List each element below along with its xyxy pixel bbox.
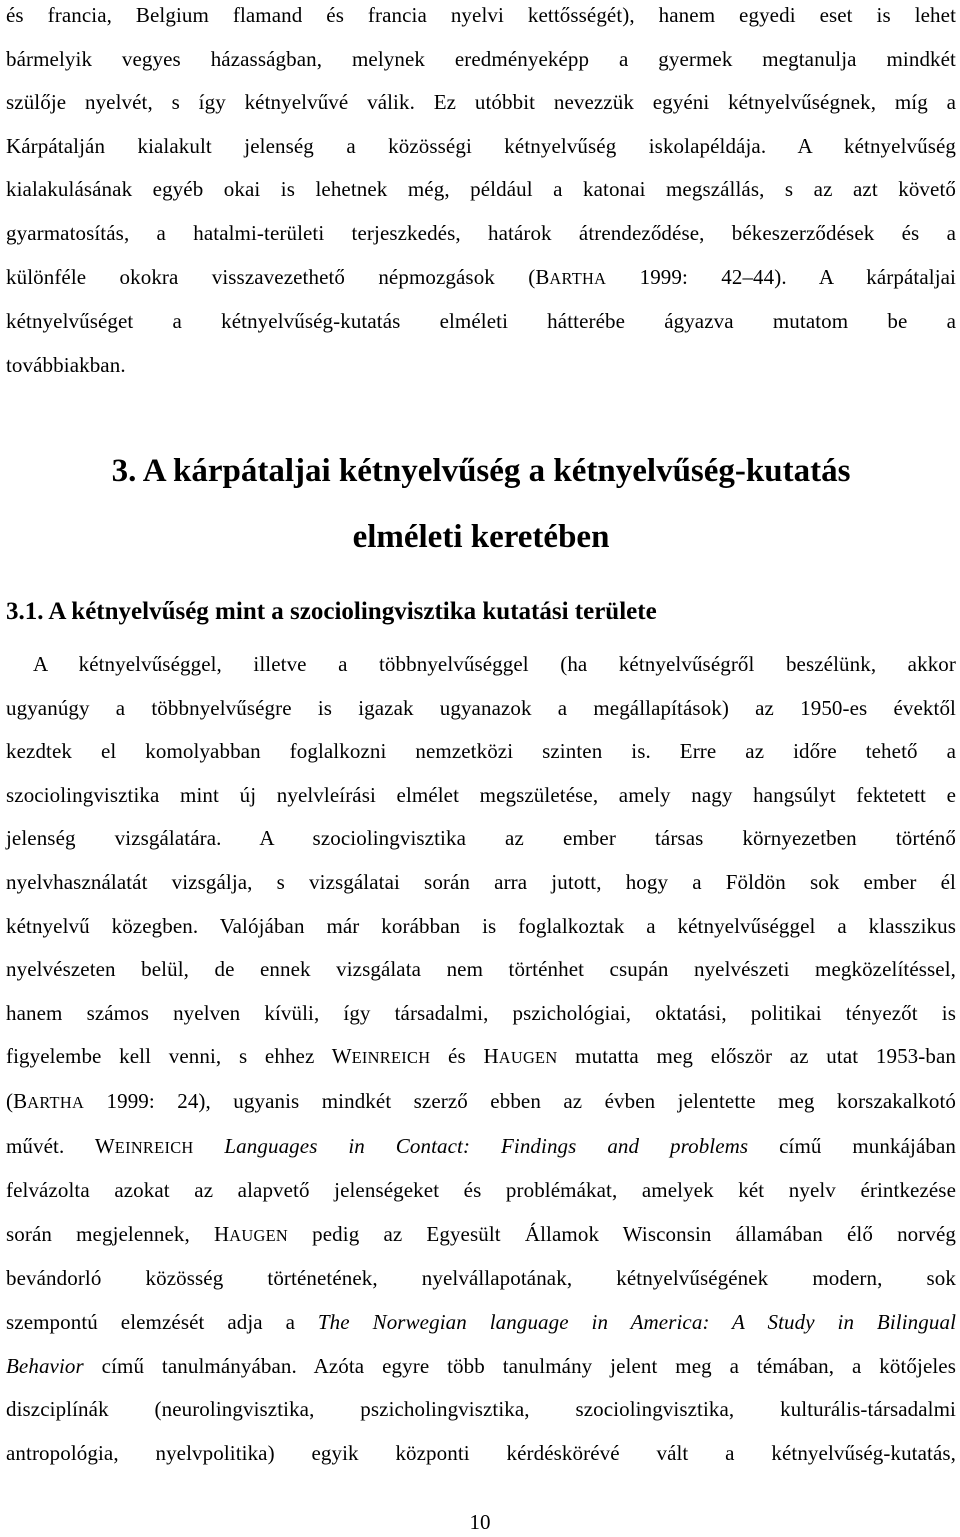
heading-line: elméleti keretében [352,519,610,555]
book-title: Behavior [6,1353,84,1378]
text-line: bármelyik vegyes házasságban, melynek eredményeképp a gyermek megtanulja mindkét [6,46,956,71]
page-number: 10 [469,1510,491,1534]
subsection-heading-3-1: 3.1. A kétnyelvűség mint a szociolingvisztika kutatási területe [6,598,657,625]
text-line: Behavior című tanulmányában. Azóta egyre több tanulmány jelent meg a témában, a kötőjeles [6,1353,956,1378]
text-line: nyelvészeten belül, de ennek vizsgálata nem történhet csupán nyelvészeti megközelítéssel, [6,957,956,982]
text-line: nyelvhasználatát vizsgálja, s vizsgálatai során arra jutott, hogy a Földön sok ember él [6,869,956,894]
author-citation: WEINREICH [94,1133,194,1158]
paragraph-sociolinguistics [6,643,956,1475]
text-line: szülője nyelvét, s így kétnyelvűvé válik. Ez utóbbit nevezzük egyéni kétnyelvűségnek, míg a [6,90,956,115]
text-line: és francia, Belgium flamand és francia nyelvi kettősségét), hanem egyedi eset is lehet [6,3,956,27]
text-line: A kétnyelvűséggel, illetve a többnyelvűséggel (ha kétnyelvűségről beszélünk, akkor [33,652,956,676]
author-citation: BARTHA [535,264,607,289]
text-line: kétnyelvűséget a kétnyelvűség-kutatás elméleti hátterébe ágyazva mutatom be a [6,309,956,334]
text-line: kétnyelvű közegben. Valójában már korábban is foglalkoztak a kétnyelvűséggel a klasszikus [6,913,956,938]
section-heading-3 [6,438,956,570]
text-line: hanem számos nyelven kívüli, így társadalmi, pszichológiai, oktatási, politikai tényezőt is [6,1000,956,1025]
text-line: kialakulásának egyéb okai is lehetnek még, például a katonai megszállás, s az azt követő [6,177,956,202]
author-citation: HAUGEN [214,1221,289,1246]
book-title: Languages in Contact: Findings and problems [224,1133,749,1158]
heading-line: 3. A kárpátaljai kétnyelvűség a kétnyelvűség-kutatás [111,453,851,489]
text-line: jelenség vizsgálatára. A szociolingvisztika az ember társas környezetben történő [6,826,956,851]
text-segment: 1999: 42–44). A kárpátaljai [606,264,956,289]
text-line: felvázolta azokat az alapvető jelenségeket és problémákat, amelyek két nyelv érintkezése [6,1178,956,1203]
text-line: gyarmatosítás, a hatalmi-területi terjeszkedés, határok átrendeződése, békeszerződések és a [6,220,956,245]
author-citation: WEINREICH [331,1044,431,1069]
text-line: Kárpátalján kialakult jelenség a közösségi kétnyelvűség iskolapéldája. A kétnyelvűség [6,133,956,158]
author-citation: HAUGEN [483,1044,558,1069]
author-citation: BARTHA [13,1088,85,1113]
text-line: antropológia, nyelvpolitika) egyik központi kérdéskörévé vált a kétnyelvűség-kutatás, [6,1440,956,1465]
text-line: szempontú elemzését adja a The Norwegian language in America: A Study in Bilingual [6,1309,956,1334]
text-line: figyelembe kell venni, s ehhez WEINREICH és HAUGEN mutatta meg először az utat 1953-ban [6,1044,956,1069]
text-line: ugyanúgy a többnyelvűségre is igazak ugyanazok a megállapítások) az 1950-es évektől [6,695,956,720]
text-line: kezdtek el komolyabban foglalkozni nemzetközi szinten is. Erre az időre tehető a [6,739,956,764]
text-line: diszciplínák (neurolingvisztika, pszicholingvisztika, szociolingvisztika, kulturális-társadalmi [6,1397,956,1422]
book-title: The Norwegian language in America: A Study in Bilingual [317,1309,956,1334]
text-line: bevándorló közösség történetének, nyelvállapotának, kétnyelvűségének modern, sok [6,1266,956,1291]
text-line: szociolingvisztika mint új nyelvleírási elmélet megszületése, amely nagy hangsúlyt fektetett e [6,782,956,807]
text-segment: különféle okokra visszavezethető népmozgások ( [6,264,536,289]
paragraph-bilingualism-causes [6,0,956,387]
text-line: továbbiakban. [6,352,126,377]
text-line [6,256,956,301]
text-line: (BARTHA 1999: 24), ugyanis mindkét szerző ebben az évben jelentette meg korszakalkotó [6,1088,956,1113]
text-line: során megjelennek, HAUGEN pedig az Egyesült Államok Wisconsin államában élő norvég [6,1221,956,1246]
text-line: művét. WEINREICH Languages in Contact: Findings and problems című munkájában [6,1133,956,1158]
